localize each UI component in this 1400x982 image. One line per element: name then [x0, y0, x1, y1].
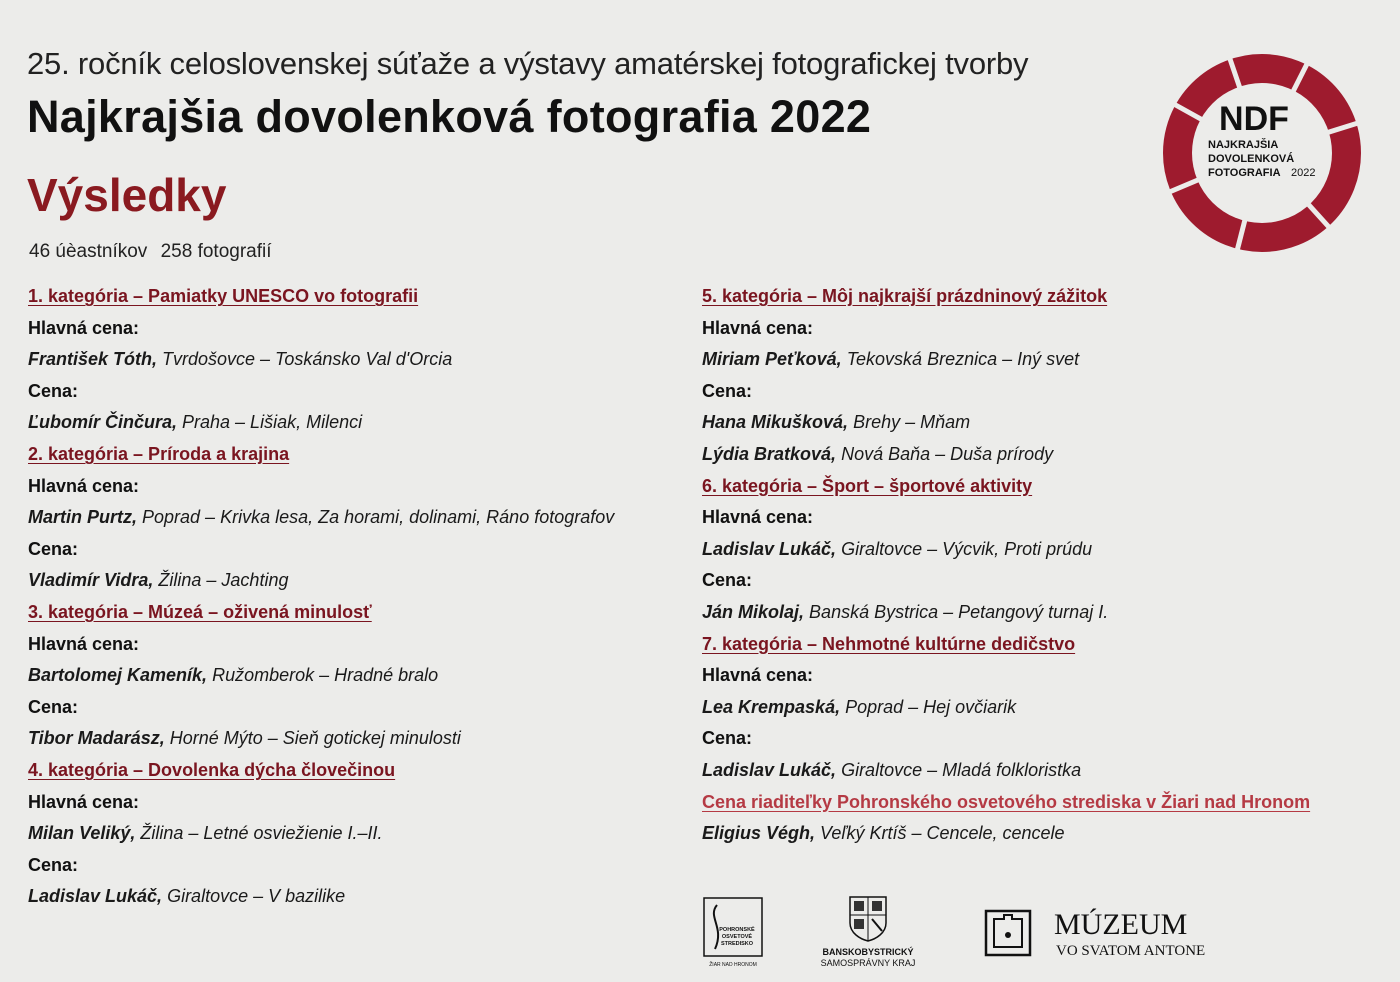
- winner-detail: Giraltovce – Mladá folkloristka: [836, 759, 1082, 780]
- svg-text:MÚZEUM: MÚZEUM: [1054, 908, 1188, 941]
- winner-detail: Žilina – Letné osviežienie I.–II.: [135, 823, 383, 844]
- svg-text:ŽIAR NAD HRONOM: ŽIAR NAD HRONOM: [709, 962, 757, 968]
- winner-line: [702, 599, 1362, 631]
- main-prize-label: Hlavná cena:: [28, 317, 140, 338]
- category-title: 2. kategória – Príroda a krajina: [28, 443, 290, 464]
- winner-line: [28, 409, 688, 441]
- category-title: 3. kategória – Múzeá – oživená minulosť: [28, 601, 372, 622]
- ndf-line2: DOVOLENKOVÁ: [1208, 153, 1295, 165]
- prize-label: Cena:: [28, 854, 79, 875]
- left-column: [28, 283, 688, 915]
- winner-name: Lýdia Bratková,: [702, 443, 837, 464]
- winner-line: [28, 883, 688, 915]
- winner-line: [702, 536, 1362, 568]
- photos-count: 258 fotografií: [160, 241, 272, 262]
- category-title: 6. kategória – Šport – športové aktivity: [702, 475, 1033, 496]
- bbsk-logo: [812, 895, 924, 969]
- results-heading: Výsledky: [27, 169, 227, 221]
- winner-detail: Nová Baňa – Duša prírody: [836, 443, 1054, 464]
- winner-detail: Brehy – Mňam: [848, 412, 971, 433]
- winner-line: [702, 820, 1362, 852]
- winner-name: Ján Mikolaj,: [702, 601, 805, 622]
- winner-name: Ladislav Lukáč,: [702, 759, 837, 780]
- subtitle: 25. ročník celoslovenskej súťaže a výstavy amatérskej fotografickej tvorby: [27, 46, 1029, 81]
- main-prize-label: Hlavná cena:: [702, 665, 814, 686]
- prize-label: Cena:: [28, 538, 79, 559]
- winner-name: František Tóth,: [28, 349, 158, 370]
- page-title: Najkrajšia dovolenková fotografia 2022: [27, 91, 872, 142]
- svg-text:VO SVATOM ANTONE: VO SVATOM ANTONE: [1056, 943, 1206, 959]
- winner-line: [702, 409, 1362, 441]
- winner-detail: Poprad – Hej ovčiarik: [840, 696, 1017, 717]
- right-column: [702, 283, 1362, 852]
- category-title: 5. kategória – Môj najkrajší prázdninový zážitok: [702, 286, 1108, 306]
- ndf-letters: NDF: [1219, 100, 1289, 138]
- winner-name: Miriam Peťková,: [702, 349, 842, 370]
- svg-text:STREDISKO: STREDISKO: [720, 941, 754, 947]
- prize-label: Cena:: [28, 696, 79, 717]
- winner-name: Ľubomír Činčura,: [28, 412, 178, 433]
- svg-text:POHRONSKÉ: POHRONSKÉ: [719, 927, 755, 933]
- ndf-line3: FOTOGRAFIA: [1208, 167, 1281, 179]
- special-award-title: Cena riaditeľky Pohronského osvetového strediska v Žiari nad Hronom: [702, 791, 1311, 812]
- prize-label: Cena:: [702, 570, 753, 591]
- winner-detail: Žilina – Jachting: [153, 570, 289, 591]
- prize-label: Cena:: [702, 728, 753, 749]
- winner-line: [28, 725, 688, 757]
- winner-line: [702, 346, 1362, 378]
- prize-label: Cena:: [28, 380, 79, 401]
- winner-name: Ladislav Lukáč,: [28, 886, 163, 907]
- category-title: 4. kategória – Dovolenka dýcha človečinou: [28, 759, 396, 780]
- winner-name: Ladislav Lukáč,: [702, 538, 837, 559]
- svg-text:OSVETOVÉ: OSVETOVÉ: [721, 934, 753, 940]
- winner-detail: Ružomberok – Hradné bralo: [207, 665, 439, 686]
- ndf-logo: [1162, 53, 1362, 253]
- svg-text:BANSKOBYSTRICKÝ: BANSKOBYSTRICKÝ: [822, 947, 914, 957]
- pohronske-stredisko-logo: [703, 897, 763, 969]
- prize-label: Cena:: [702, 380, 753, 401]
- winner-line: [28, 346, 688, 378]
- winner-detail: Giraltovce – V bazilike: [162, 886, 346, 907]
- winner-detail: Praha – Lišiak, Milenci: [177, 412, 363, 433]
- winner-detail: Giraltovce – Výcvik, Proti prúdu: [836, 538, 1093, 559]
- main-prize-label: Hlavná cena:: [28, 791, 140, 812]
- winner-name: Milan Veliký,: [28, 823, 136, 844]
- main-prize-label: Hlavná cena:: [28, 633, 140, 654]
- winner-line: [28, 820, 688, 852]
- stats: [29, 241, 280, 263]
- winner-line: [702, 441, 1362, 473]
- winner-detail: Tvrdošovce – Toskánsko Val d'Orcia: [157, 349, 453, 370]
- winner-detail: Veľký Krtíš – Cencele, cencele: [815, 823, 1065, 844]
- category-title: 7. kategória – Nehmotné kultúrne dedičstvo: [702, 633, 1076, 654]
- winner-detail: Tekovská Breznica – Iný svet: [841, 349, 1080, 370]
- ndf-line1: NAJKRAJŠIA: [1208, 139, 1279, 151]
- svg-text:SAMOSPRÁVNY KRAJ: SAMOSPRÁVNY KRAJ: [820, 958, 916, 968]
- winner-line: [28, 567, 688, 599]
- winner-name: Hana Mikušková,: [702, 412, 849, 433]
- winner-detail: Banská Bystrica – Petangový turnaj I.: [804, 601, 1109, 622]
- winner-name: Tibor Madarász,: [28, 728, 165, 749]
- winner-name: Lea Krempaská,: [702, 696, 841, 717]
- winner-name: Martin Purtz,: [28, 507, 138, 528]
- museum-logo: [984, 905, 1224, 965]
- main-prize-label: Hlavná cena:: [28, 475, 140, 496]
- winner-name: Vladimír Vidra,: [28, 570, 154, 591]
- winner-line: [28, 504, 688, 536]
- winner-detail: Poprad – Krivka lesa, Za horami, dolinami, Ráno fotografov: [137, 507, 615, 528]
- winner-detail: Horné Mýto – Sieň gotickej minulosti: [164, 728, 461, 749]
- participants-count: 46 úèastníkov: [29, 241, 148, 262]
- ndf-year: 2022: [1291, 167, 1316, 179]
- category-title: 1. kategória – Pamiatky UNESCO vo fotografii: [28, 286, 419, 306]
- winner-line: [28, 662, 688, 694]
- winner-name: Bartolomej Kameník,: [28, 665, 208, 686]
- main-prize-label: Hlavná cena:: [702, 317, 814, 338]
- winner-name: Eligius Végh,: [702, 823, 816, 844]
- winner-line: [702, 694, 1362, 726]
- winner-line: [702, 757, 1362, 789]
- main-prize-label: Hlavná cena:: [702, 507, 814, 528]
